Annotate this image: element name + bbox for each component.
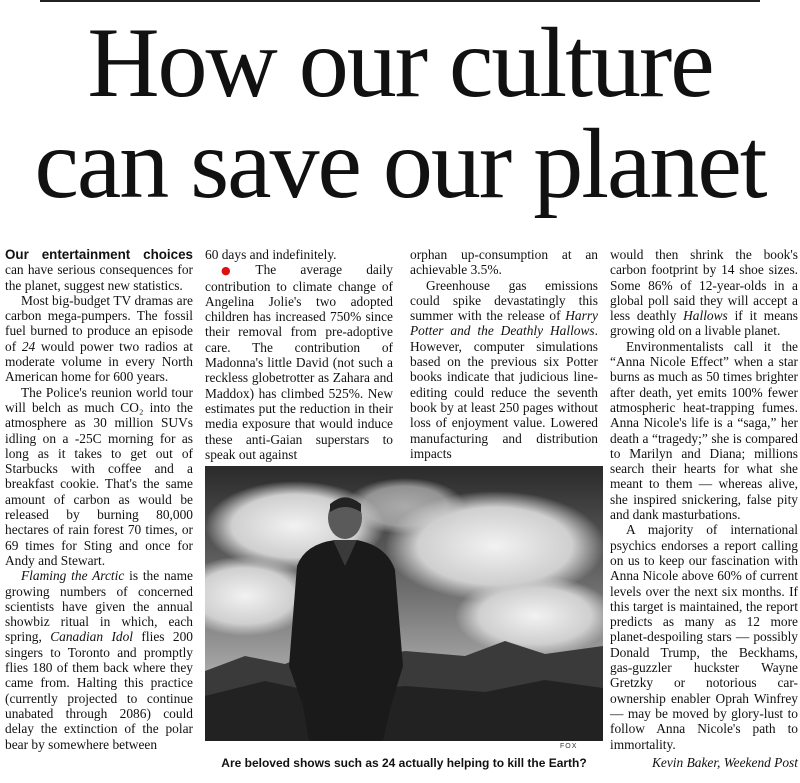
- article-column-3: [410, 247, 598, 461]
- show-title-24: 24: [21, 338, 36, 354]
- paragraph-flaming-arctic: [5, 568, 193, 752]
- paragraph-potter: [410, 278, 598, 462]
- headline: [0, 7, 800, 219]
- paragraph-anna-nicole-effect: Environmentalists call it the “Anna Nicole Effect” when a star burns as much as 50 times brighter after death, yet emits 100% fewer atmospheric heat-trapping fumes. Anna Nicole's life is a “saga,” her death a “tragedy;” she is compared to Marilyn and Diana; millions search their hearts for what she meant to them — whereas alive, she inspired snickering, false pity and dank masturbations.: [610, 338, 798, 523]
- photo-credit: FOX: [560, 743, 578, 750]
- paragraph-police-tour: The Police's reunion world tour will belch as much CO₂ into the atmosphere as 30 million SUVs idling on a -25C morning for as long as it takes to get out of Starbucks with coffee and a breakfast cookie. That's the same amount of carbon as would be released by burning 80,000 hectares of rain forest 70 times, or 69 times for Sting and once for Andy and Stewart.: [5, 384, 193, 568]
- arctic-text-a: is the name growing numbers of concerned scientists have given the annual showbiz ritual in which, each spring,: [5, 568, 193, 645]
- paragraph-continuation-2: 60 days and indefinitely.: [205, 247, 337, 262]
- headline-line-1: How our culture: [87, 7, 713, 118]
- potter-text-b: . However, computer simulations based on the previous six Potter books indicate that judicious line-editing could reduce the seventh book by at least 250 pages without loss of enjoyment value. Lowered manufacturing and distribution impacts: [410, 323, 598, 461]
- term-flaming-arctic: Flaming the Arctic: [21, 568, 125, 584]
- jolie-text: The average daily contribution to climate change of Angelina Jolie's two adopted children has increased 750% since their removal from pre-adoptive care. The contribution of Madonna's little David (not such a reckless globetrotter as Zahara and Maddox) has climbed 525%. New estimates put the reduction in their media exposure that would induce these anti-Gaian superstars to speak out against: [205, 262, 393, 462]
- paragraph-tv-dramas: [5, 293, 193, 385]
- photo-caption: Are beloved shows such as 24 actually helping to kill the Earth?: [221, 756, 587, 770]
- paragraph-continuation-4: [610, 247, 798, 339]
- potter-text-a: Greenhouse gas emissions could spike devastatingly this summer with the release of: [410, 277, 598, 324]
- show-title-canadian-idol: Canadian Idol: [50, 629, 134, 645]
- paragraph-continuation-3: orphan up-consumption at an achievable 3.5%.: [410, 247, 598, 278]
- tv-text-a: Most big-budget TV dramas are carbon mega-pumpers. The fossil fuel burned to produce an episode of: [5, 292, 193, 354]
- book-title-potter: Harry Potter and the Deathly Hallows: [410, 308, 598, 339]
- footprint-text-a: would then shrink the book's carbon footprint by 14 shoe sizes. Some 86% of 12-year-olds in a global poll said they will accept a less deathly: [610, 247, 798, 324]
- book-title-hallows: Hallows: [683, 308, 728, 324]
- article-photo: [205, 466, 603, 741]
- tv-text-b: would power two radios at moderate volume in every North American home for 600 years.: [5, 338, 193, 385]
- article-column-1: [5, 247, 193, 762]
- intro-text: can have serious consequences for the planet, suggest new statistics.: [5, 262, 193, 293]
- article-column-4: [610, 247, 798, 770]
- paragraph-psychics: A majority of international psychics endorses a report calling on us to keep our fascination with Anna Nicole above 60% of current levels over the next six months. If this target is maintained, the report predicts as many as 12 more planet-despoiling stars — possibly Donald Trump, the Beckhams, gas-guzzler huckster Wayne Gretzky or notorious car-ownership enabler Oprah Winfrey — may be moved by glory-lust to follow Anna Nicole's path to immortality.: [610, 522, 798, 752]
- byline-wrapper: [610, 755, 798, 770]
- footprint-text-b: if it means growing old on a livable planet.: [610, 308, 798, 339]
- paragraph-intro: [5, 247, 193, 293]
- photo-illustration: [205, 466, 603, 741]
- article-column-2: [205, 247, 393, 462]
- headline-line-2: can save our planet: [34, 108, 766, 219]
- arctic-text-b: flies 200 singers to Toronto and promptly flies 180 of them back where they came from. Halting this practice (currently projected to continue unabated through 2086) could delay the extinction of the polar bear by somewhere between: [5, 629, 193, 752]
- lead-in: Our entertainment choices: [5, 247, 193, 262]
- paragraph-jolie: [205, 262, 393, 462]
- byline: Kevin Baker, Weekend Post: [651, 754, 798, 770]
- top-rule: [40, 0, 760, 2]
- bullet-icon: ●: [221, 264, 252, 278]
